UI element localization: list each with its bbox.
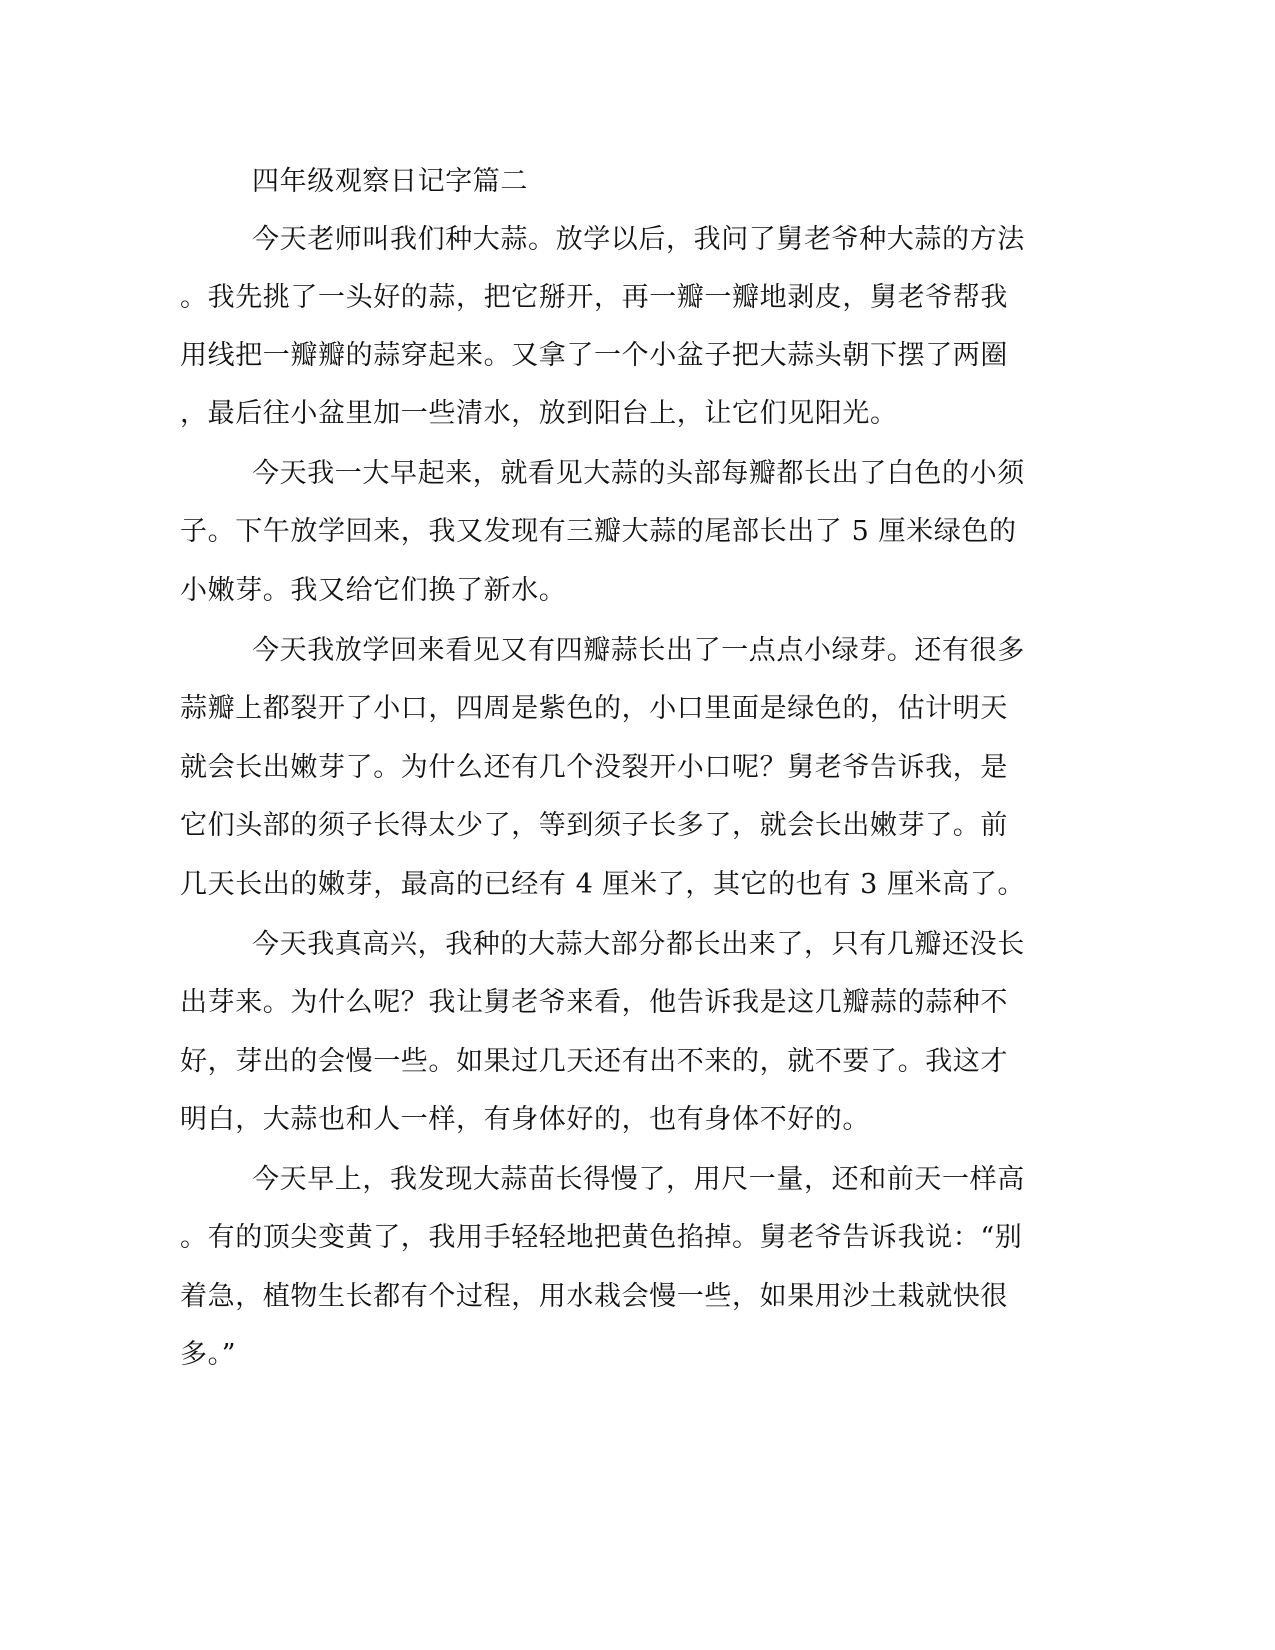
document-title: 四年级观察日记字篇二: [252, 166, 528, 197]
paragraph-line: 明白，大蒜也和人一样，有身体好的，也有身体不好的。: [180, 1104, 870, 1135]
paragraph-line: 。有的顶尖变黄了，我用手轻轻地把黄色掐掉。舅老爷告诉我说：“别: [180, 1222, 1023, 1253]
paragraph-line: 出芽来。为什么呢？我让舅老爷来看，他告诉我是这几瓣蒜的蒜种不: [180, 987, 1008, 1018]
paragraph-line: 多。”: [180, 1339, 237, 1370]
paragraph-line: 好，芽出的会慢一些。如果过几天还有出不来的，就不要了。我这才: [180, 1046, 1008, 1077]
paragraph-line: 今天我放学回来看见又有四瓣蒜长出了一点点小绿芽。还有很多: [252, 635, 1025, 666]
paragraph-line: ，最后往小盆里加一些清水，放到阳台上，让它们见阳光。: [180, 398, 898, 429]
paragraph-line: 小嫩芽。我又给它们换了新水。: [180, 575, 567, 606]
paragraph-line: 今天我一大早起来，就看见大蒜的头部每瓣都长出了白色的小须: [252, 458, 1025, 489]
paragraph-line: 今天老师叫我们种大蒜。放学以后，我问了舅老爷种大蒜的方法: [252, 224, 1025, 255]
paragraph-line: 它们头部的须子长得太少了，等到须子长多了，就会长出嫩芽了。前: [180, 810, 1008, 841]
paragraph-line: 今天我真高兴，我种的大蒜大部分都长出来了，只有几瓣还没长: [252, 929, 1025, 960]
paragraph-line: 就会长出嫩芽了。为什么还有几个没裂开小口呢？舅老爷告诉我，是: [180, 752, 1008, 783]
paragraph-line: 着急，植物生长都有个过程，用水栽会慢一些，如果用沙土栽就快很: [180, 1281, 1008, 1312]
paragraph-line: 。我先挑了一头好的蒜，把它掰开，再一瓣一瓣地剥皮，舅老爷帮我: [180, 282, 1008, 313]
paragraph-line: 蒜瓣上都裂开了小口，四周是紫色的，小口里面是绿色的，估计明天: [180, 693, 1008, 724]
paragraph-line: 子。下午放学回来，我又发现有三瓣大蒜的尾部长出了 5 厘米绿色的: [180, 516, 1017, 547]
paragraph-line: 用线把一瓣瓣的蒜穿起来。又拿了一个小盆子把大蒜头朝下摆了两圈: [180, 340, 1008, 371]
paragraph-line: 今天早上，我发现大蒜苗长得慢了，用尺一量，还和前天一样高: [252, 1164, 1025, 1195]
paragraph-line: 几天长出的嫩芽，最高的已经有 4 厘米了，其它的也有 3 厘米高了。: [180, 869, 1026, 900]
